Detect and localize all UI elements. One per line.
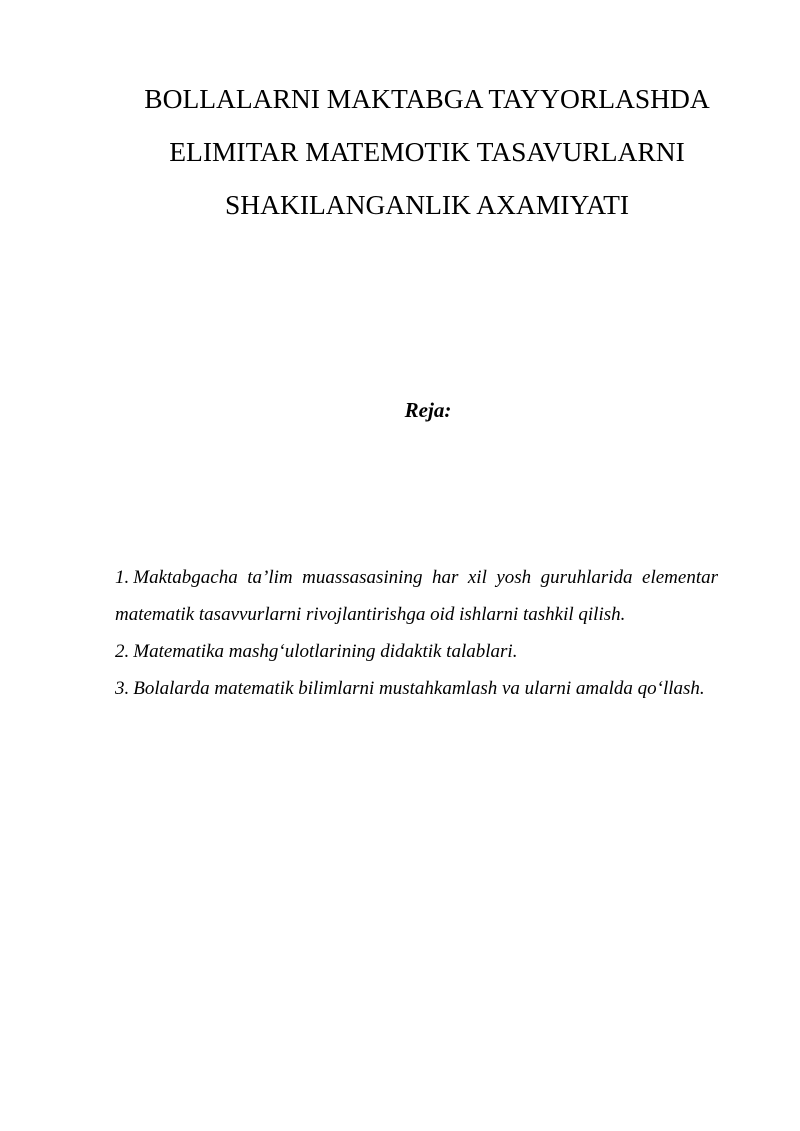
document-title <box>100 72 754 231</box>
plan-item-number: 2. <box>115 641 130 662</box>
title-line-3: SHAKILANGANLIK AXAMIYATI <box>224 189 630 220</box>
plan-heading: Reja: <box>404 398 452 422</box>
plan-item-2 <box>115 633 718 670</box>
plan-item-text: Maktabgacha ta’lim muassasasining har xil yosh guruhlarida elementar matematik tasavvurlarni rivojlantirishga oid ishlarni tashkil qilish. <box>115 567 718 625</box>
plan-item-1 <box>115 559 718 633</box>
plan-list <box>115 559 718 707</box>
title-line-1: BOLLALARNI MAKTABGA TAYYORLASHDA <box>144 83 710 114</box>
plan-item-text: Bolalarda matematik bilimlarni mustahkamlash va ularni amalda qo‘llash. <box>133 678 705 699</box>
title-line-2: ELIMITAR MATEMOTIK TASAVURLARNI <box>169 136 685 167</box>
plan-item-text: Matematika mashg‘ulotlarining didaktik talablari. <box>133 641 518 662</box>
plan-item-number: 3. <box>115 678 130 699</box>
plan-item-3 <box>115 670 718 707</box>
plan-item-number: 1. <box>115 567 130 588</box>
